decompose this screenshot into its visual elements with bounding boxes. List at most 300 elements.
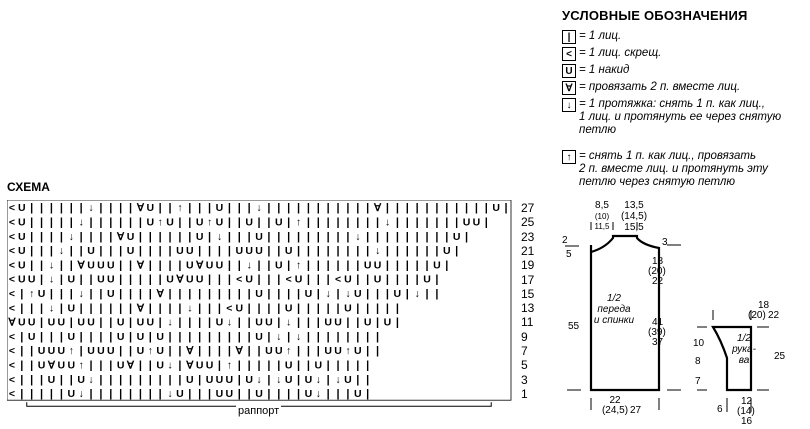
chart-cell: U	[284, 302, 293, 315]
chart-cell: U	[18, 216, 26, 229]
chart-cell: |	[89, 388, 93, 401]
chart-cell: |	[346, 230, 350, 243]
chart-cell: |	[326, 388, 330, 401]
chart-cell: ↓	[256, 202, 262, 215]
chart-cell: |	[247, 316, 251, 329]
chart-cell: |	[208, 330, 212, 343]
chart-cell: |	[445, 216, 449, 229]
top-width-3: 11,5	[594, 222, 610, 231]
chart-cell: |	[20, 373, 24, 386]
chart-cell: |	[168, 302, 172, 315]
chart-cell: |	[99, 245, 103, 258]
chart-cell: U	[47, 345, 56, 358]
legend-symbol: ∀	[562, 81, 576, 95]
chart-cell: |	[198, 245, 202, 258]
chart-cell: |	[178, 287, 182, 300]
chart-cell: |	[287, 330, 291, 343]
chart-cell: ↓	[355, 230, 361, 243]
chart-cell: |	[79, 345, 83, 358]
chart-cell: U	[433, 259, 441, 272]
chart-cell: |	[79, 273, 83, 286]
chart-cell: ↓	[315, 388, 321, 401]
chart-cell: |	[395, 202, 399, 215]
chart-cell: ↑	[157, 216, 163, 229]
chart-cell: |	[435, 287, 439, 300]
legend-symbol: <	[562, 47, 576, 61]
chart-cell: |	[267, 273, 271, 286]
chart-cell: |	[99, 216, 103, 229]
chart-cell: |	[326, 302, 330, 315]
chart-cell: |	[69, 287, 73, 300]
chart-cell: |	[376, 302, 380, 315]
chart-cell: U	[37, 287, 46, 300]
chart-cell: |	[267, 202, 271, 215]
chart-cell: |	[306, 345, 310, 358]
chart-cell: |	[316, 302, 320, 315]
chart-cell: U	[255, 388, 263, 401]
chart-cell: |	[40, 202, 44, 215]
chart-cell: U	[245, 273, 253, 286]
chart-cell: |	[99, 330, 103, 343]
legend-item	[562, 150, 768, 189]
chart-cell: |	[435, 202, 439, 215]
chart-cell: U	[195, 216, 204, 229]
chart-cell: |	[366, 359, 370, 372]
chart-cell: |	[277, 202, 281, 215]
armhole-3: 22	[652, 276, 664, 287]
chart-cell: |	[69, 216, 73, 229]
chart-cell: |	[30, 373, 34, 386]
chart-cell: U	[363, 259, 372, 272]
chart-cell: ∀	[77, 259, 85, 272]
chart-cell: |	[296, 345, 301, 358]
chart-cell: U	[344, 273, 352, 286]
chart-cell: U	[27, 273, 36, 286]
length-left: 55	[568, 321, 580, 332]
chart-cell: |	[138, 388, 142, 401]
chart-cell: |	[128, 388, 133, 401]
chart-cell: U	[18, 230, 26, 243]
chart-cell: |	[376, 345, 380, 358]
chart-cell: U	[452, 230, 461, 243]
chart-cell: |	[455, 202, 459, 215]
chart-cell: U	[176, 388, 184, 401]
chart-cell: |	[385, 245, 390, 258]
chart-cell: |	[40, 316, 44, 329]
chart-cell: |	[376, 216, 380, 229]
chart-cell: |	[267, 302, 271, 315]
chart-cell: |	[89, 273, 93, 286]
chart-cell: |	[198, 302, 202, 315]
chart-cell: |	[198, 330, 202, 343]
chart-cell: ↓	[325, 287, 331, 300]
chart-cell: |	[296, 287, 301, 300]
sleeve-left-2: 8	[695, 356, 701, 367]
chart-cell: |	[257, 216, 261, 229]
chart-cell: |	[168, 230, 172, 243]
chart-cell: |	[168, 245, 172, 258]
chart-cell: |	[20, 287, 24, 300]
chart-cell: U	[245, 216, 253, 229]
chart-cell: U	[116, 316, 125, 329]
chart-cell: |	[326, 373, 330, 386]
chart-cell: |	[405, 273, 409, 286]
chart-cell: U	[67, 273, 76, 286]
sleeve-top-2: (20)	[748, 310, 766, 321]
chart-cell: ∀	[126, 359, 135, 372]
chart-cell: |	[267, 388, 271, 401]
chart-cell: |	[188, 202, 192, 215]
chart-cell: U	[18, 259, 26, 272]
chart-cell: |	[296, 202, 301, 215]
chart-cell: |	[119, 345, 123, 358]
chart-cell: |	[128, 316, 133, 329]
chart-cell: ↓	[48, 273, 55, 286]
chart-cell: |	[316, 287, 320, 300]
chart-cell: U	[354, 287, 362, 300]
chart-cell: |	[89, 359, 93, 372]
chart-cell: |	[316, 216, 320, 229]
chart-cell: U	[334, 316, 342, 329]
chart-cell: U	[176, 245, 184, 258]
chart-cell: |	[20, 359, 24, 372]
chart-cell: |	[30, 202, 34, 215]
chart-cell: U	[47, 373, 56, 386]
chart-cell: |	[405, 245, 409, 258]
chart-cell: |	[316, 316, 320, 329]
chart-cell: |	[237, 259, 241, 272]
chart-cell: |	[306, 202, 310, 215]
chart-cell: U	[67, 302, 76, 315]
chart-cell: |	[237, 230, 241, 243]
chart-cell: ∀	[136, 202, 145, 215]
chart-cell: |	[346, 388, 350, 401]
chart-cell: |	[356, 202, 360, 215]
chart-cell: |	[30, 302, 34, 315]
chart-cell: ↓	[68, 230, 74, 243]
chart-cell: |	[326, 202, 330, 215]
chart-cell: |	[435, 216, 439, 229]
chart-cell: |	[277, 359, 281, 372]
chart-cell: |	[257, 359, 261, 372]
chart-cell: |	[346, 259, 350, 272]
chart-cell: <	[226, 302, 233, 315]
chart-cell: |	[484, 202, 488, 215]
chart-cell: U	[27, 330, 36, 343]
chart-cell: U	[67, 388, 76, 401]
length-right-3: 37	[652, 337, 664, 348]
chart-cell: U	[274, 259, 283, 272]
chart-cell: ↑	[177, 202, 183, 215]
chart-cell: U	[215, 216, 224, 229]
chart-cell: |	[138, 245, 142, 258]
chart-cell: |	[79, 330, 83, 343]
chart-cell: |	[59, 287, 63, 300]
chart-cell: U	[215, 388, 224, 401]
chart-cell: |	[287, 216, 291, 229]
body-label: 1/2 переда и спинки	[593, 293, 635, 326]
chart-cell: |	[425, 259, 429, 272]
chart-cell: |	[366, 245, 370, 258]
chart-cell: ↓	[374, 245, 381, 258]
chart-cell: U	[344, 373, 352, 386]
chart-cell: U	[284, 245, 293, 258]
chart-cell: <	[8, 302, 16, 315]
chart-cell: ∀	[136, 302, 145, 315]
chart-cell: |	[30, 345, 34, 358]
chart-cell: |	[366, 273, 370, 286]
scheme-title: СХЕМА	[7, 180, 50, 194]
chart-cell: |	[198, 287, 202, 300]
chart-cell: |	[59, 216, 63, 229]
chart-cell: U	[354, 388, 362, 401]
chart-cell: |	[158, 273, 162, 286]
chart-cell: |	[366, 388, 370, 401]
chart-cell: ∀	[176, 273, 184, 286]
chart-cell: |	[109, 302, 113, 315]
chart-cell: U	[205, 373, 214, 386]
chart-cell: |	[128, 330, 133, 343]
chart-cell: |	[148, 330, 152, 343]
chart-cell: U	[47, 316, 56, 329]
chart-cell: U	[166, 273, 174, 286]
bottom-width-3: 27	[630, 405, 642, 416]
chart-cell: |	[89, 302, 93, 315]
chart-cell: |	[168, 202, 172, 215]
chart-cell: |	[316, 345, 320, 358]
legend-item	[562, 81, 740, 95]
chart-cell: |	[208, 316, 212, 329]
row-number: 19	[521, 258, 535, 273]
chart-cell: |	[336, 287, 340, 300]
chart-cell: U	[265, 345, 273, 358]
legend-text: = 1 накид	[579, 64, 630, 76]
length-right-1: 41	[652, 317, 664, 328]
chart-cell: |	[316, 245, 320, 258]
length-right-2: (39)	[648, 327, 666, 338]
chart-cell: |	[49, 287, 54, 300]
chart-cell: |	[415, 245, 419, 258]
chart-cell: |	[99, 287, 103, 300]
chart-cell: |	[79, 230, 83, 243]
chart-cell: |	[346, 202, 350, 215]
chart-cell: U	[136, 345, 145, 358]
chart-cell: ↑	[147, 345, 153, 358]
chart-cell: <	[8, 245, 16, 258]
chart-cell: ↓	[216, 230, 223, 243]
chart-cell: ↓	[167, 316, 173, 329]
chart-cell: ∀	[117, 230, 125, 243]
chart-cell: |	[356, 245, 360, 258]
chart-cell: U	[77, 373, 85, 386]
chart-cell: |	[208, 287, 212, 300]
chart-cell: U	[304, 287, 313, 300]
chart-cell: |	[474, 202, 478, 215]
chart-cell: U	[373, 259, 382, 272]
chart-cell: |	[287, 287, 291, 300]
chart-cell: U	[57, 359, 66, 372]
chart-cell: U	[304, 388, 313, 401]
chart-cell: ↓	[226, 316, 232, 329]
chart-cell: |	[30, 359, 34, 372]
chart-cell: <	[334, 273, 342, 286]
chart-cell: U	[156, 345, 164, 358]
chart-cell: ↑	[295, 259, 302, 272]
chart-cell: |	[366, 330, 370, 343]
chart-cell: |	[89, 330, 93, 343]
chart-cell: |	[69, 373, 73, 386]
sleeve-bottom-2: (14)	[737, 406, 755, 417]
chart-cell: |	[227, 330, 231, 343]
legend-item	[562, 30, 621, 44]
chart-cell: |	[336, 259, 340, 272]
chart-cell: |	[59, 273, 63, 286]
chart-cell: |	[79, 202, 83, 215]
chart-cell: |	[158, 373, 162, 386]
chart-cell: |	[316, 273, 320, 286]
chart-cell: |	[267, 330, 271, 343]
chart-cell: ↓	[315, 373, 321, 386]
chart-cell: |	[69, 259, 73, 272]
chart-cell: |	[148, 388, 152, 401]
chart-cell: |	[356, 373, 360, 386]
chart-cell: <	[8, 359, 16, 372]
chart-cell: |	[208, 388, 212, 401]
chart-cell: |	[158, 230, 162, 243]
chart-cell: |	[99, 373, 103, 386]
chart-cell: |	[128, 216, 133, 229]
chart-cell: |	[306, 302, 310, 315]
chart-cell: |	[40, 216, 44, 229]
chart-cell: |	[59, 388, 63, 401]
chart-cell: |	[366, 302, 370, 315]
chart-cell: U	[27, 316, 36, 329]
chart-cell: |	[128, 273, 133, 286]
chart-cell: |	[148, 302, 152, 315]
chart-cell: U	[314, 359, 323, 372]
legend-symbol: |	[562, 30, 576, 44]
chart-cell: |	[128, 373, 133, 386]
chart-cell: |	[326, 359, 330, 372]
chart-cell: |	[217, 245, 222, 258]
armhole-2: (20)	[648, 266, 666, 277]
chart-cell: U	[284, 373, 293, 386]
chart-cell: |	[49, 330, 54, 343]
bottom-width-1: 22	[609, 395, 621, 406]
row-number: 15	[521, 286, 535, 301]
chart-cell: |	[464, 202, 469, 215]
chart-cell: |	[227, 273, 231, 286]
chart-cell: |	[59, 373, 63, 386]
chart-cell: |	[306, 330, 310, 343]
chart-cell: |	[188, 330, 192, 343]
shoulder-left-1: 2	[562, 235, 568, 246]
chart-cell: |	[109, 230, 113, 243]
chart-cell: U	[205, 359, 214, 372]
chart-cell: |	[89, 216, 93, 229]
chart-cell: ↓	[295, 330, 302, 343]
chart-cell: |	[89, 230, 93, 243]
chart-cell: |	[217, 330, 222, 343]
chart-cell: |	[40, 388, 44, 401]
top-width-2: (10)	[594, 212, 610, 221]
chart-cell: |	[208, 245, 212, 258]
chart-cell: |	[158, 302, 162, 315]
sleeve-left-1: 10	[693, 338, 705, 349]
chart-cell: |	[247, 359, 251, 372]
chart-cell: U	[156, 359, 164, 372]
chart-cell: |	[247, 345, 251, 358]
chart-cell: |	[296, 388, 301, 401]
legend-text: = 1 лиц.	[579, 30, 622, 42]
chart-cell: U	[186, 259, 194, 272]
chart-cell: U	[205, 259, 214, 272]
chart-cell: |	[198, 202, 202, 215]
chart-cell: |	[316, 330, 320, 343]
chart-cell: U	[146, 316, 155, 329]
chart-cell: U	[255, 330, 263, 343]
chart-cell: |	[356, 359, 360, 372]
chart-cell: ∀	[156, 287, 164, 300]
chart-cell: ↑	[68, 345, 74, 358]
chart-cell: |	[20, 345, 24, 358]
chart-cell: |	[257, 259, 261, 272]
chart-cell: <	[8, 216, 16, 229]
chart-cell: U	[57, 316, 66, 329]
chart-cell: U	[215, 316, 224, 329]
neck-width-2: (14,5)	[620, 211, 648, 222]
chart-cell: |	[385, 273, 390, 286]
chart-cell: |	[168, 373, 172, 386]
chart-cell: U	[472, 216, 481, 229]
chart-cell: ∀	[47, 359, 56, 372]
chart-cell: U	[304, 373, 313, 386]
chart-cell: ∀	[186, 359, 194, 372]
chart-cell: <	[8, 345, 16, 358]
chart-cell: |	[504, 202, 508, 215]
chart-cell: |	[296, 373, 301, 386]
sleeve-left-3: 7	[695, 376, 701, 387]
chart-cell: |	[336, 216, 340, 229]
chart-cell: |	[40, 259, 44, 272]
chart-cell: |	[247, 388, 251, 401]
chart-cell: ↓	[187, 302, 193, 315]
chart-cell: |	[425, 245, 429, 258]
chart-cell: |	[59, 202, 63, 215]
chart-cell: |	[178, 330, 182, 343]
chart-cell: |	[138, 230, 142, 243]
chart-cell: |	[237, 316, 241, 329]
chart-cell: <	[8, 373, 16, 386]
chart-cell: U	[106, 273, 115, 286]
chart-cell: |	[425, 202, 429, 215]
legend-symbol: ↓	[562, 98, 576, 112]
chart-cell: ↓	[48, 259, 55, 272]
chart-cell: |	[346, 316, 350, 329]
chart-cell: U	[235, 245, 244, 258]
chart-cell: |	[20, 302, 24, 315]
chart-cell: |	[455, 216, 459, 229]
chart-cell: |	[109, 330, 113, 343]
row-number: 9	[521, 329, 528, 344]
chart-cell: ↓	[345, 287, 351, 300]
chart-cell: |	[69, 245, 73, 258]
chart-cell: |	[306, 245, 310, 258]
chart-cell: |	[277, 287, 281, 300]
chart-cell: |	[267, 287, 271, 300]
chart-cell: |	[287, 202, 291, 215]
chart-cell: U	[383, 316, 392, 329]
